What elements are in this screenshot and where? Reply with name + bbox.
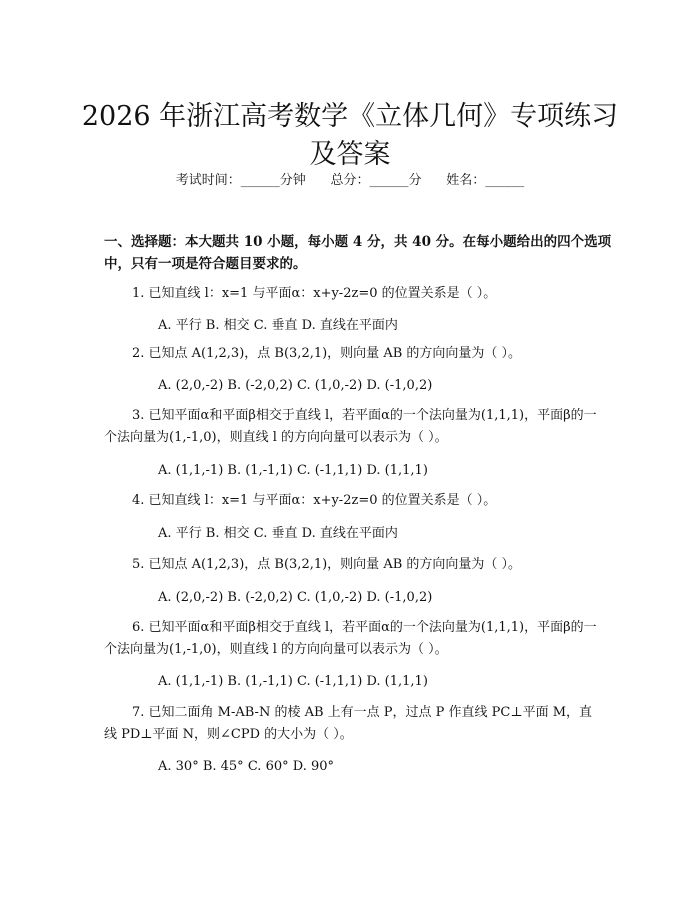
question-2: 2. 已知点 A(1,2,3)，点 B(3,2,1)，则向量 AB 的方向向量为（ ）。 [132,346,522,361]
question-6-options: A. (1,1,-1) B. (1,-1,1) C. (-1,1,1) D. (1,1,1) [158,674,428,689]
question-5: 5. 已知点 A(1,2,3)，点 B(3,2,1)，则向量 AB 的方向向量为（ ）。 [132,557,522,572]
question-7-options: A. 30° B. 45° C. 60° D. 90° [158,759,335,774]
question-1-options: A. 平行 B. 相交 C. 垂直 D. 直线在平面内 [158,318,398,333]
question-5-options: A. (2,0,-2) B. (-2,0,2) C. (1,0,-2) D. (-1,0,2) [158,590,433,605]
question-4-options: A. 平行 B. 相交 C. 垂直 D. 直线在平面内 [158,526,398,541]
question-6: 6. 已知平面α和平面β相交于直线 l，若平面α的一个法向量为(1,1,1)，平面β的一个法向量为(1,-1,0)，则直线 l 的方向向量可以表示为（ ）。 [104,620,597,657]
title-line-1: 2026 年浙江高考数学《立体几何》专项练习 [81,101,619,133]
question-3-options: A. (1,1,-1) B. (1,-1,1) C. (-1,1,1) D. (1,1,1) [158,463,428,478]
title-line-2: 及答案 [309,139,391,171]
section-heading: 一、选择题：本大题共 10 小题，每小题 4 分，共 40 分。在每小题给出的四个选项中，只有一项是符合题目要求的。 [104,234,612,272]
question-2-options: A. (2,0,-2) B. (-2,0,2) C. (1,0,-2) D. (-1,0,2) [158,378,433,393]
question-7: 7. 已知二面角 M-AB-N 的棱 AB 上有一点 P，过点 P 作直线 PC⊥平面 M，直线 PD⊥平面 N，则∠CPD 的大小为（ ）。 [104,705,593,742]
question-4: 4. 已知直线 l：x=1 与平面α：x+y-2z=0 的位置关系是（ ）。 [132,493,497,508]
document-title [60,98,640,174]
exam-meta-line: 考试时间：______分钟 总分：______分 姓名：______ [175,173,525,188]
question-3: 3. 已知平面α和平面β相交于直线 l，若平面α的一个法向量为(1,1,1)，平面β的一个法向量为(1,-1,0)，则直线 l 的方向向量可以表示为（ ）。 [104,408,597,445]
question-1: 1. 已知直线 l：x=1 与平面α：x+y-2z=0 的位置关系是（ ）。 [132,286,497,301]
